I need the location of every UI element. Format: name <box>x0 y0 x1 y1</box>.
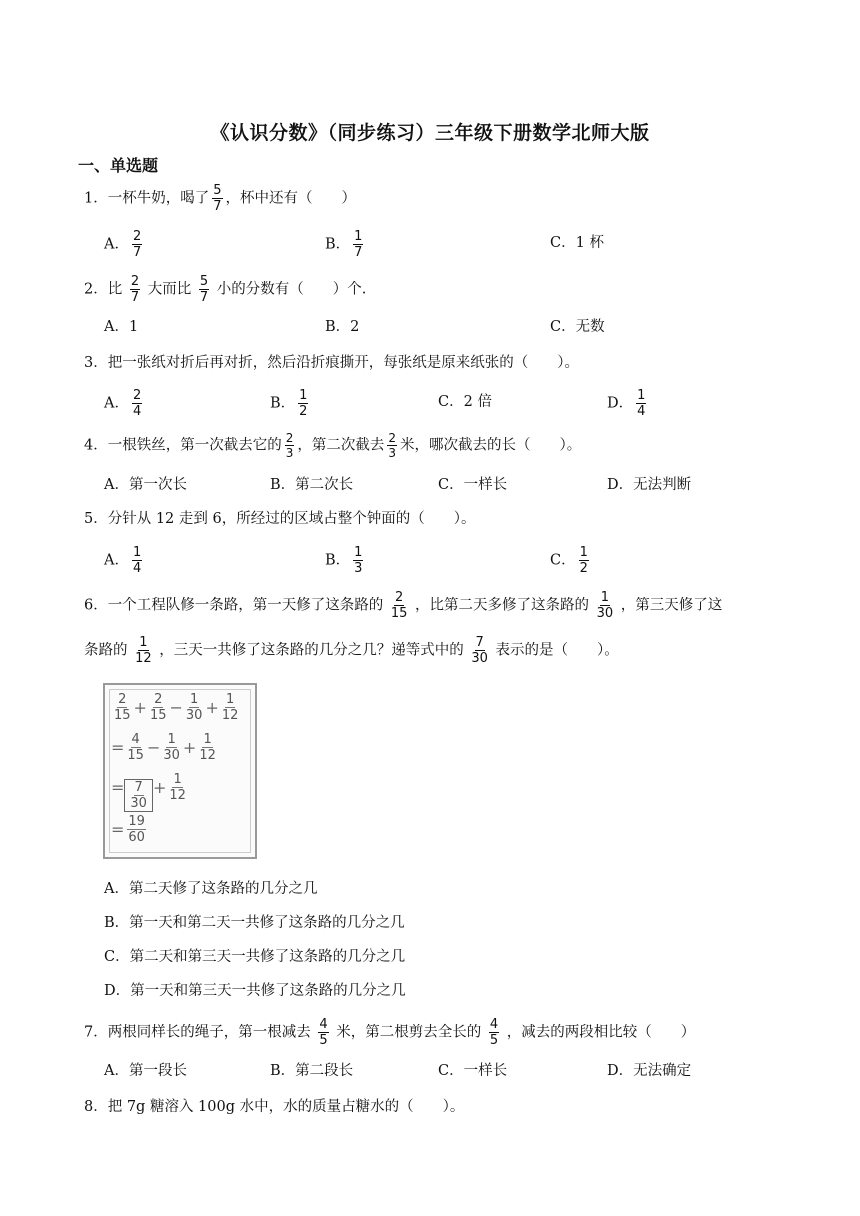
option-a[interactable]: A．第一次长 <box>104 477 187 493</box>
option-a[interactable]: A．第二天修了这条路的几分之几 <box>104 881 318 897</box>
section-heading: 一、单选题 <box>78 156 159 175</box>
option-b[interactable]: B． $\frac{1}{3}$ <box>325 545 363 576</box>
option-a[interactable]: A． $\frac{1}{4}$ <box>104 545 142 576</box>
question-text: ，杯中还有（ ） <box>225 190 357 207</box>
calc-row-1: $\frac{2}{15}$ + $\frac{2}{15}$ − $\frac{1}{30}$ + $\frac{1}{12}$ <box>114 692 239 723</box>
option-c[interactable]: C．第二天和第三天一共修了这条路的几分之几 <box>104 949 406 965</box>
question-5: 5．分针从 12 走到 6，所经过的区域占整个钟面的（ ）。 <box>84 511 476 527</box>
fraction: $\frac{2}{7}$ <box>130 274 140 305</box>
option-d[interactable]: D．无法确定 <box>607 1063 692 1079</box>
fraction: $\frac{19}{60}$ <box>128 814 145 845</box>
fraction: $\frac{1}{2}$ <box>579 545 588 576</box>
fraction: $\frac{1}{30}$ <box>596 590 614 621</box>
question-text: 1．一杯牛奶，喝了 <box>84 190 210 207</box>
fraction: $\frac{1}{2}$ <box>299 388 308 419</box>
question-7: 7．两根同样长的绳子，第一根减去 $\frac{4}{5}$ 米，第二根剪去全长的 $\frac{4}{5}$ ，减去的两段相比较（ ） <box>84 1017 696 1048</box>
option-c[interactable]: C．1 杯 <box>550 235 604 251</box>
option-b[interactable]: B． $\frac{1}{2}$ <box>270 388 308 419</box>
fraction: $\frac{2}{7}$ <box>132 229 142 260</box>
option-c[interactable]: C． $\frac{1}{2}$ <box>550 545 588 576</box>
fraction: $\frac{1}{4}$ <box>132 545 142 576</box>
fraction: $\frac{1}{3}$ <box>354 545 363 576</box>
fraction: $\frac{1}{12}$ <box>169 772 186 803</box>
option-d[interactable]: D．第一天和第三天一共修了这条路的几分之几 <box>104 983 406 999</box>
fraction: $\frac{1}{12}$ <box>221 692 239 723</box>
fraction: $\frac{4}{5}$ <box>319 1017 328 1048</box>
fraction: $\frac{7}{30}$ <box>130 780 147 811</box>
fraction: $\frac{1}{12}$ <box>199 732 216 763</box>
calculation-image <box>103 683 257 859</box>
fraction: $\frac{1}{12}$ <box>135 635 152 666</box>
question-2: 2．比 $\frac{2}{7}$ 大而比 $\frac{5}{7}$ 小的分数有（ ）个. <box>84 274 367 305</box>
fraction: $\frac{2}{4}$ <box>132 388 142 419</box>
fraction: $\frac{2}{15}$ <box>149 692 167 723</box>
fraction: $\frac{2}{15}$ <box>390 590 408 621</box>
question-6-line-1: 6．一个工程队修一条路，第一天修了这条路的 $\frac{2}{15}$ ，比第二天多修了这条路的 $\frac{1}{30}$ ，第三天修了这 <box>84 590 723 621</box>
option-b[interactable]: B．2 <box>325 319 360 335</box>
option-d[interactable]: D． $\frac{1}{4}$ <box>607 388 646 419</box>
option-a[interactable]: A．第一段长 <box>104 1063 187 1079</box>
fraction: $\frac{7}{30}$ <box>471 635 488 666</box>
question-8: 8．把 7g 糖溶入 100g 水中，水的质量占糖水的（ ）。 <box>84 1099 465 1115</box>
option-b[interactable]: B． $\frac{1}{7}$ <box>325 229 363 260</box>
page-title: 《认识分数》（同步练习）三年级下册数学北师大版 <box>210 122 650 144</box>
question-6-line-2: 条路的 $\frac{1}{12}$ ，三天一共修了这条路的几分之几？递等式中的 $\frac{7}{30}$ 表示的是（ ）。 <box>84 635 619 666</box>
option-a[interactable]: A． $\frac{2}{7}$ <box>104 229 142 260</box>
option-b[interactable]: B．第一天和第二天一共修了这条路的几分之几 <box>104 915 405 931</box>
calc-row-4: = $\frac{19}{60}$ <box>111 814 145 845</box>
option-c[interactable]: C．一样长 <box>438 1063 508 1079</box>
fraction: $\frac{4}{5}$ <box>489 1017 499 1048</box>
calc-row-2: = $\frac{4}{15}$ − $\frac{1}{30}$ + $\frac{1}{12}$ <box>111 732 216 763</box>
highlight-box <box>124 779 153 812</box>
option-a[interactable]: A． $\frac{2}{4}$ <box>104 388 142 419</box>
option-c[interactable]: C．2 倍 <box>438 394 492 410</box>
option-d[interactable]: D．无法判断 <box>607 477 692 493</box>
fraction: $\frac{1}{4}$ <box>637 388 646 419</box>
option-a[interactable]: A．1 <box>104 319 139 335</box>
fraction: $\frac{5}{7}$ <box>213 183 222 214</box>
option-c[interactable]: C．一样长 <box>438 477 508 493</box>
calc-row-3: = $\frac{7}{30}$ + $\frac{1}{12}$ <box>111 772 186 811</box>
fraction: $\frac{5}{7}$ <box>199 274 209 305</box>
fraction: $\frac{4}{15}$ <box>127 732 144 763</box>
fraction: $\frac{1}{30}$ <box>185 692 203 723</box>
question-4: 4．一根铁丝，第一次截去它的 $\frac{2}{3}$ ，第二次截去 $\frac{2}{3}$ 米，哪次截去的长（ ）。 <box>84 431 582 460</box>
fraction: $\frac{2}{3}$ <box>388 431 397 460</box>
question-1 <box>84 184 356 213</box>
option-c[interactable]: C．无数 <box>550 319 605 335</box>
option-b[interactable]: B．第二次长 <box>270 477 354 493</box>
fraction: $\frac{1}{7}$ <box>354 229 363 260</box>
fraction: $\frac{1}{30}$ <box>163 732 180 763</box>
fraction: $\frac{2}{15}$ <box>114 692 131 723</box>
question-3: 3．把一张纸对折后再对折，然后沿折痕撕开，每张纸是原来纸张的（ ）。 <box>84 355 579 371</box>
fraction: $\frac{2}{3}$ <box>285 431 294 460</box>
option-b[interactable]: B．第二段长 <box>270 1063 354 1079</box>
